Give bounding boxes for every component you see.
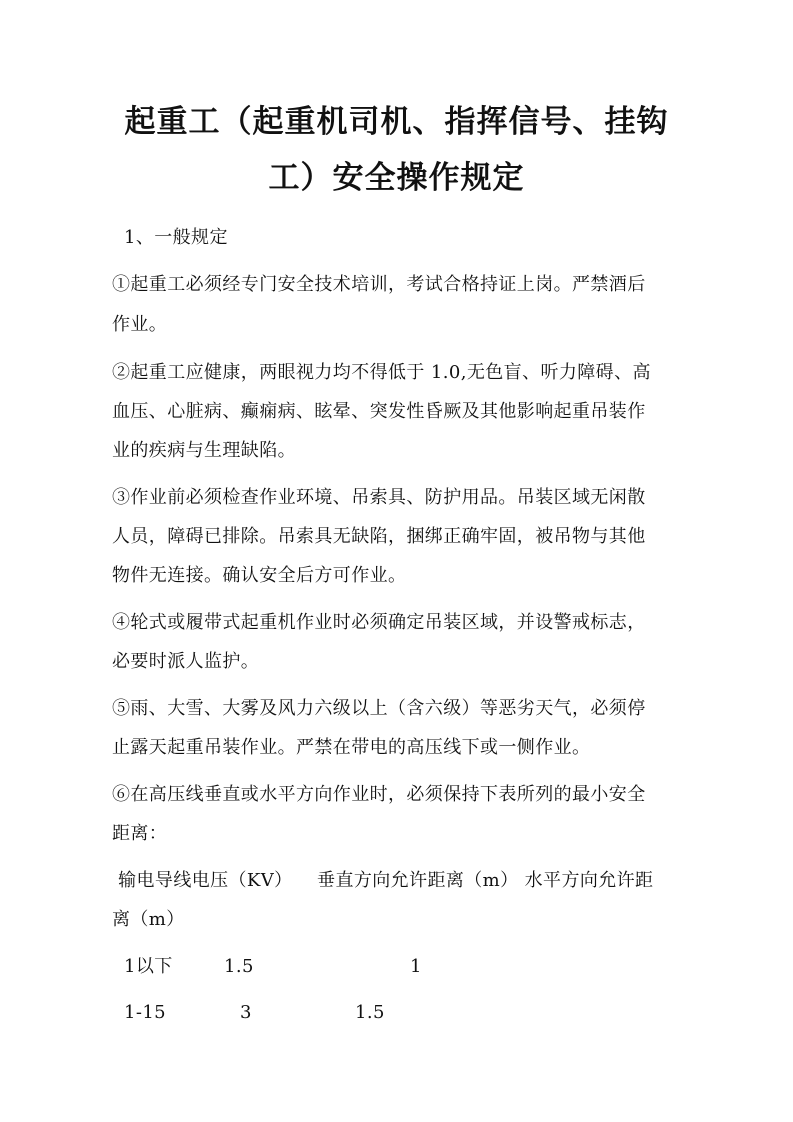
paragraph-3-line-1: ③作业前必须检查作业环境、吊索具、防护用品。吊装区域无闲散: [112, 487, 646, 508]
paragraph-3-line-3: 物件无连接。确认安全后方可作业。: [112, 565, 407, 586]
table-row-2-voltage: 1-15: [124, 1002, 167, 1023]
paragraph-4-line-2: 必要时派人监护。: [112, 651, 260, 672]
paragraph-5-line-1: ⑤雨、大雪、大雾及风力六级以上（含六级）等恶劣天气，必须停: [112, 698, 646, 719]
paragraph-5-line-2: 止露天起重吊装作业。严禁在带电的高压线下或一侧作业。: [112, 737, 591, 758]
paragraph-1-line-1: ①起重工必须经专门安全技术培训，考试合格持证上岗。严禁酒后: [112, 274, 646, 295]
table-row-1-vertical: 1.5: [224, 956, 254, 977]
table-header-line-1: 输电导线电压（KV） 垂直方向允许距离（m） 水平方向允许距: [112, 870, 654, 891]
section-heading: 1、一般规定: [124, 227, 228, 248]
paragraph-3-line-2: 人员，障碍已排除。吊索具无缺陷，捆绑正确牢固，被吊物与其他: [112, 526, 646, 547]
paragraph-4-line-1: ④轮式或履带式起重机作业时必须确定吊装区域，并设警戒标志，: [112, 612, 646, 633]
table-row-2-horizontal: 1.5: [355, 1002, 385, 1023]
paragraph-1-line-2: 作业。: [112, 314, 168, 335]
paragraph-2-line-1: ②起重工应健康，两眼视力均不得低于 1.0,无色盲、听力障碍、高: [112, 362, 651, 383]
paragraph-2-line-2: 血压、心脏病、癫痫病、眩晕、突发性昏厥及其他影响起重吊装作: [112, 401, 646, 422]
paragraph-2-line-3: 业的疾病与生理缺陷。: [112, 440, 296, 461]
paragraph-6-line-1: ⑥在高压线垂直或水平方向作业时，必须保持下表所列的最小安全: [112, 784, 646, 805]
table-row-1-horizontal: 1: [410, 956, 422, 977]
table-row-2-vertical: 3: [240, 1002, 252, 1023]
document-title-line-1: 起重工（起重机司机、指挥信号、挂钩: [124, 104, 669, 140]
document-title-line-2: 工）安全操作规定: [268, 160, 525, 196]
table-row-1-voltage: 1以下: [124, 956, 173, 977]
paragraph-6-line-2: 距离：: [112, 823, 168, 844]
table-header-line-2: 离（m）: [112, 909, 185, 930]
